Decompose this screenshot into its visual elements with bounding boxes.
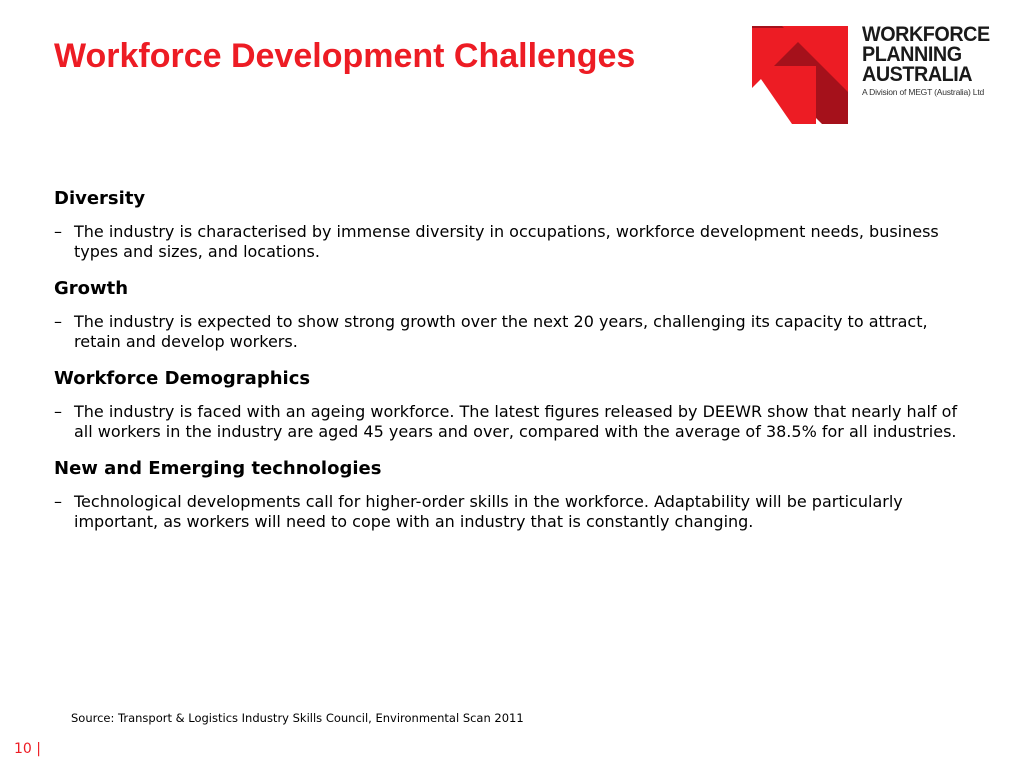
bullet-text: The industry is expected to show strong growth over the next 20 years, challenging its capacity to attract, retain and develop workers. <box>74 312 928 351</box>
section-diversity <box>54 186 974 262</box>
logo-mark-icon <box>752 26 848 124</box>
logo-text-line-1: WORKFORCE <box>862 22 990 46</box>
bullet-item <box>54 402 974 442</box>
page-number: 10 | <box>14 741 41 757</box>
section-heading: Diversity <box>54 188 146 209</box>
source-citation: Source: Transport & Logistics Industry Skills Council, Environmental Scan 2011 <box>71 711 524 725</box>
logo-wordmark <box>862 24 1001 98</box>
slide-title: Workforce Development Challenges <box>54 37 636 75</box>
dash-bullet-icon: – <box>54 492 62 511</box>
section-workforce-demographics <box>54 366 974 442</box>
logo-text-line-3: AUSTRALIA <box>862 62 973 86</box>
bullet-text: Technological developments call for higher-order skills in the workforce. Adaptability will be particularly important, as workers will need to cope with an industry that is constantly changing. <box>74 492 903 531</box>
logo-text-line-2: PLANNING <box>862 42 962 66</box>
logo-subtitle: A Division of MEGT (Australia) Ltd <box>862 87 985 97</box>
slide-content <box>54 186 974 532</box>
section-heading: Workforce Demographics <box>54 368 311 389</box>
bullet-text: The industry is characterised by immense diversity in occupations, workforce development needs, business types and sizes, and locations. <box>74 222 939 261</box>
bullet-item <box>54 492 974 532</box>
dash-bullet-icon: – <box>54 222 62 241</box>
section-new-and-emerging-technologies <box>54 456 974 532</box>
section-growth <box>54 276 974 352</box>
bullet-item <box>54 222 974 262</box>
section-heading: Growth <box>54 278 129 299</box>
bullet-text: The industry is faced with an ageing workforce. The latest figures released by DEEWR show that nearly half of all workers in the industry are aged 45 years and over, compared with the average of 38.5% for all industries. <box>74 402 958 441</box>
dash-bullet-icon: – <box>54 402 62 421</box>
section-heading: New and Emerging technologies <box>54 458 382 479</box>
dash-bullet-icon: – <box>54 312 62 331</box>
bullet-item <box>54 312 974 352</box>
company-logo <box>752 24 1002 124</box>
